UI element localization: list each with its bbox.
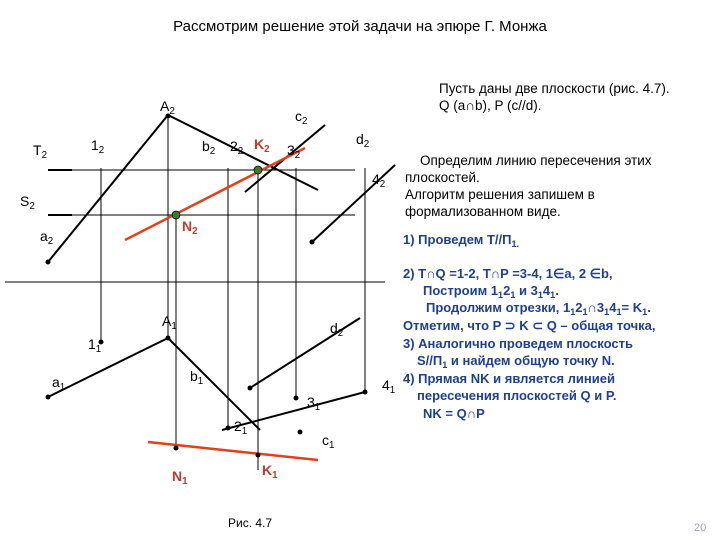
given-line-1: Пусть даны две плоскости (рис. 4.7). bbox=[439, 81, 670, 96]
line-d1 bbox=[250, 318, 360, 388]
intersection-line-nk2 bbox=[125, 148, 305, 240]
label-2-2: $2_2$ bbox=[230, 138, 244, 157]
point-n2 bbox=[172, 211, 180, 219]
line-b1 bbox=[168, 338, 260, 430]
point-n1 bbox=[174, 446, 179, 451]
step-2c: Продолжим отрезки, $1_12_1\cap 3_14_1= K_1$. bbox=[426, 300, 651, 317]
intro-line-1: Определим линию пересечения этих bbox=[420, 153, 652, 168]
point-4-1 bbox=[363, 390, 368, 395]
step-4b: пересечения плоскостей Q и P. bbox=[417, 388, 617, 403]
line-a1 bbox=[48, 338, 168, 397]
step-4c: NK = Q∩P bbox=[423, 406, 485, 421]
point-k1 bbox=[256, 453, 261, 458]
intro-line-2: плоскостей. bbox=[405, 170, 480, 185]
label-c2: $c_2$ bbox=[295, 108, 308, 127]
slide-title: Рассмотрим решение этой задачи на эпюре Г. Монжа bbox=[173, 18, 547, 35]
label-3-1: $3_1$ bbox=[307, 394, 321, 413]
step-3a: 3) Аналогично проведем плоскость bbox=[403, 336, 633, 351]
point-a2-end bbox=[46, 260, 51, 265]
intro-line-4: формализованном виде. bbox=[405, 204, 561, 219]
label-4-2: $4_2$ bbox=[372, 171, 386, 190]
label-a1-line: $a_1$ bbox=[52, 374, 66, 393]
intro-line-3: Алгоритм решения запишем в bbox=[405, 187, 595, 202]
label-n2: $N_2$ bbox=[182, 218, 198, 237]
line-a2 bbox=[48, 115, 168, 262]
label-a1-point: $A_1$ bbox=[162, 313, 177, 332]
point-2-1 bbox=[226, 426, 231, 431]
label-b1: $b_1$ bbox=[190, 368, 204, 387]
page-number: 20 bbox=[694, 522, 707, 534]
label-t2: $T_2$ bbox=[33, 142, 48, 161]
figure-caption: Рис. 4.7 bbox=[228, 516, 273, 530]
step-1: 1) Проведем $T//П_{1.}$ bbox=[403, 232, 520, 249]
label-4-1: $4_1$ bbox=[382, 377, 396, 396]
label-a2-point: $A_2$ bbox=[160, 98, 175, 117]
point-d1-end bbox=[248, 386, 253, 391]
label-1-2: $1_2$ bbox=[91, 137, 105, 156]
point-3-1 bbox=[294, 396, 299, 401]
label-b2: $b_2$ bbox=[202, 138, 216, 157]
point-k2 bbox=[254, 166, 262, 174]
point-a1-end bbox=[46, 395, 51, 400]
point-c1 bbox=[298, 430, 303, 435]
label-n1: $N_1$ bbox=[172, 468, 188, 487]
label-d2: $d_2$ bbox=[356, 131, 370, 150]
label-k1: $K_1$ bbox=[262, 462, 278, 481]
step-2b: Построим $1_12_1$ и $3_14_1$. bbox=[423, 283, 559, 300]
label-c1: $c_1$ bbox=[322, 432, 335, 451]
label-a2-line: $a_2$ bbox=[40, 228, 54, 247]
given-line-2: Q (a∩b), P (c//d). bbox=[439, 98, 542, 113]
step-2a: 2) T∩Q =1-2, T∩P =3-4, 1∈a, 2 ∈b, bbox=[403, 266, 613, 281]
label-1-1: $1_1$ bbox=[88, 336, 102, 355]
label-s2: $S_2$ bbox=[20, 193, 35, 212]
point-a1 bbox=[166, 336, 171, 341]
intersection-line-nk1 bbox=[148, 442, 318, 460]
label-d-lower: $d_2$ bbox=[330, 320, 344, 339]
step-3b: $S//П_1$ и найдем общую точку N. bbox=[417, 353, 615, 370]
label-3-2: $3_2$ bbox=[287, 142, 301, 161]
label-2-1: $2_1$ bbox=[234, 418, 248, 437]
point-d2-end bbox=[310, 240, 315, 245]
step-2d: Отметим, что P ⊃ K ⊂ Q – общая точка, bbox=[403, 318, 656, 333]
label-k2: $K_2$ bbox=[254, 136, 270, 155]
step-4a: 4) Прямая NK и является линией bbox=[403, 371, 615, 386]
